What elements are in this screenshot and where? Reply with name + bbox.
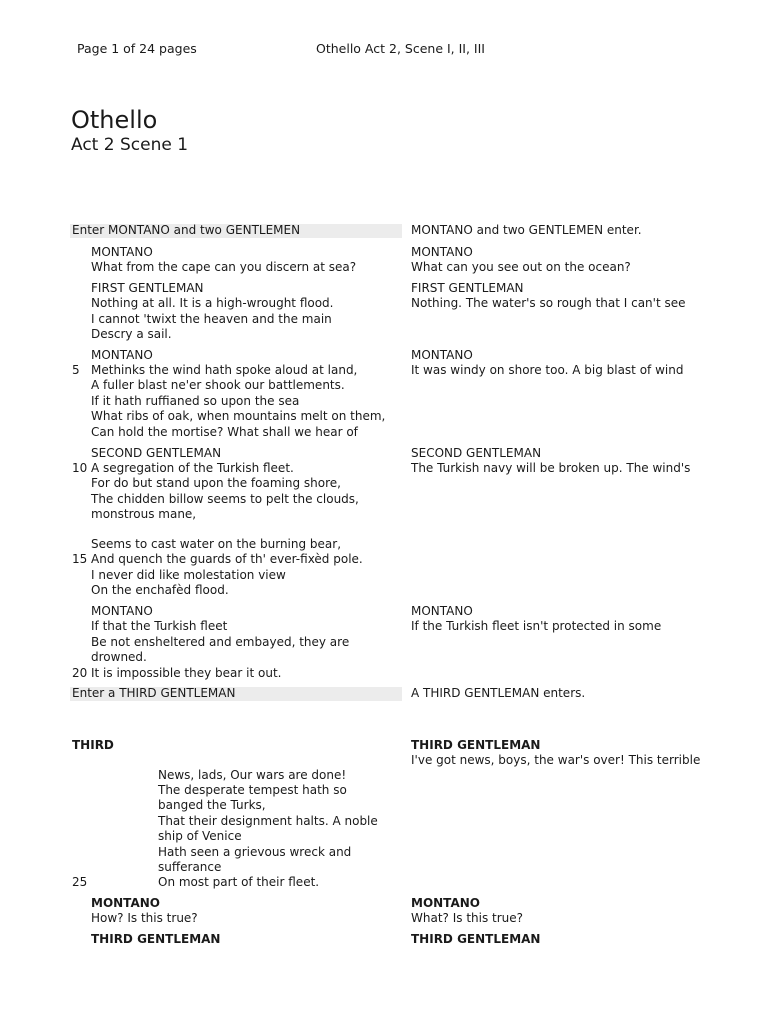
- line-original: For do but stand upon the foaming shore,: [91, 476, 341, 490]
- line-original: It is impossible they bear it out.: [91, 666, 282, 680]
- line-number: 5: [72, 363, 80, 377]
- speaker-original: THIRD: [72, 738, 114, 752]
- speaker-modern: MONTANO: [411, 604, 473, 618]
- line-modern: It was windy on shore too. A big blast of wind: [411, 363, 684, 377]
- speaker-modern: MONTANO: [411, 348, 473, 362]
- speaker-original: SECOND GENTLEMAN: [91, 446, 222, 460]
- speaker-original: THIRD GENTLEMAN: [91, 932, 221, 946]
- line-original: On the enchafèd flood.: [91, 583, 229, 597]
- line-original: How? Is this true?: [91, 911, 198, 925]
- stage-direction-original: Enter MONTANO and two GENTLEMEN: [72, 223, 301, 237]
- line-original: Nothing at all. It is a high-wrought flood.: [91, 296, 334, 310]
- line-original: Seems to cast water on the burning bear,: [91, 537, 342, 551]
- line-original: If that the Turkish fleet: [91, 619, 228, 633]
- line-original: And quench the guards of th' ever-fixèd pole.: [91, 552, 363, 566]
- line-modern: What can you see out on the ocean?: [411, 260, 631, 274]
- line-modern: Nothing. The water's so rough that I can't see: [411, 296, 686, 310]
- line-original: A segregation of the Turkish fleet.: [91, 461, 294, 475]
- speaker-modern: THIRD GENTLEMAN: [411, 738, 541, 752]
- line-number: 10: [72, 461, 88, 475]
- line-original: What from the cape can you discern at sea?: [91, 260, 357, 274]
- line-original: Be not ensheltered and embayed, they are: [91, 635, 350, 649]
- speaker-modern: SECOND GENTLEMAN: [411, 446, 542, 460]
- line-original: That their designment halts. A noble: [158, 814, 378, 828]
- line-original: drowned.: [91, 650, 147, 664]
- page-info: Page 1 of 24 pages: [77, 41, 197, 56]
- line-original: banged the Turks,: [158, 798, 266, 812]
- document-header-title: Othello Act 2, Scene I, II, III: [316, 41, 485, 56]
- line-original: sufferance: [158, 860, 222, 874]
- page-title: Othello: [71, 106, 158, 134]
- speaker-modern: THIRD GENTLEMAN: [411, 932, 541, 946]
- line-modern: I've got news, boys, the war's over! This terrible: [411, 753, 701, 767]
- line-original: Hath seen a grievous wreck and: [158, 845, 352, 859]
- line-number: 20: [72, 666, 88, 680]
- line-original: monstrous mane,: [91, 507, 197, 521]
- line-original: What ribs of oak, when mountains melt on them,: [91, 409, 386, 423]
- speaker-modern: MONTANO: [411, 896, 480, 910]
- line-original: Methinks the wind hath spoke aloud at land,: [91, 363, 358, 377]
- line-original: I cannot 'twixt the heaven and the main: [91, 312, 332, 326]
- line-original: On most part of their fleet.: [158, 875, 320, 889]
- speaker-original: MONTANO: [91, 245, 153, 259]
- line-original: A fuller blast ne'er shook our battlements.: [91, 378, 345, 392]
- stage-direction-modern: A THIRD GENTLEMAN enters.: [411, 686, 586, 700]
- line-number: 25: [72, 875, 88, 889]
- line-original: If it hath ruffianed so upon the sea: [91, 394, 300, 408]
- line-modern: The Turkish navy will be broken up. The wind's: [411, 461, 691, 475]
- speaker-modern: MONTANO: [411, 245, 473, 259]
- speaker-original: FIRST GENTLEMAN: [91, 281, 204, 295]
- line-original: Descry a sail.: [91, 327, 172, 341]
- speaker-original: MONTANO: [91, 348, 153, 362]
- speaker-original: MONTANO: [91, 896, 160, 910]
- line-original: ship of Venice: [158, 829, 242, 843]
- stage-direction-modern: MONTANO and two GENTLEMEN enter.: [411, 223, 642, 237]
- speaker-original: MONTANO: [91, 604, 153, 618]
- line-original: News, lads, Our wars are done!: [158, 768, 347, 782]
- stage-direction-original: Enter a THIRD GENTLEMAN: [72, 686, 236, 700]
- line-modern: If the Turkish fleet isn't protected in some: [411, 619, 662, 633]
- line-modern: What? Is this true?: [411, 911, 524, 925]
- line-original: The chidden billow seems to pelt the clouds,: [91, 492, 359, 506]
- speaker-modern: FIRST GENTLEMAN: [411, 281, 524, 295]
- line-original: Can hold the mortise? What shall we hear of: [91, 425, 358, 439]
- line-original: The desperate tempest hath so: [158, 783, 347, 797]
- line-original: I never did like molestation view: [91, 568, 286, 582]
- line-number: 15: [72, 552, 88, 566]
- page-subtitle: Act 2 Scene 1: [71, 135, 189, 155]
